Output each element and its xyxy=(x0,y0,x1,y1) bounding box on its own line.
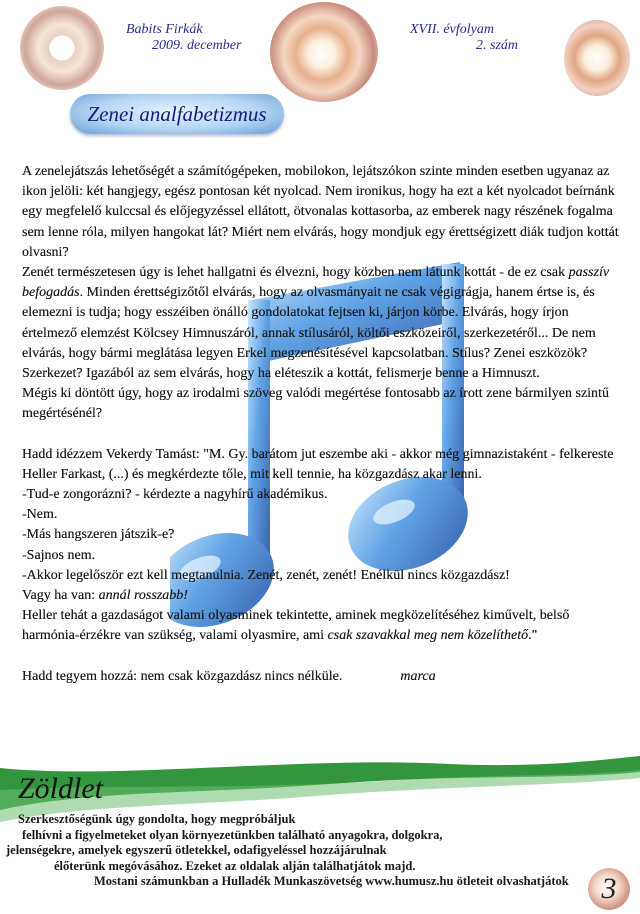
quote-line: -Akkor legelőször ezt kell megtanulnia. Zenét, zenét, zenét! Enélkül nincs közgazdász! xyxy=(22,567,510,583)
emphasis-passive: passzív befogadás xyxy=(22,265,610,301)
closing-line: Hadd tegyem hozzá: nem csak közgazdász nincs nélküle. marca xyxy=(22,667,622,687)
quote-intro: Hadd idézzem Vekerdy Tamást: "M. Gy. barátom jut eszembe aki - akkor még gimnazistaként - felkereste Heller Farkast, (...) és megkérdezte tőle, mit kell tennie, ha közgazdász akar lenni. xyxy=(22,446,614,482)
zoldlet-line: jelenségekre, amelyek egyszerű ötletekkel, odafigyeléssel hozzájárulnak xyxy=(6,843,387,858)
zoldlet-line: felhívni a figyelmeteket olyan környezetünkben található anyagokra, dolgokra, xyxy=(22,827,443,842)
paragraph-3: Mégis ki döntött úgy, hogy az irodalmi szöveg valódi megértése fontosabb az írott zene bármilyen szintű megértésénél? xyxy=(22,386,609,422)
issue-number: 2. szám xyxy=(476,38,519,53)
article-title-badge xyxy=(70,94,284,134)
decorative-circle-left-icon xyxy=(20,6,104,90)
volume-number: XVII. évfolyam xyxy=(410,22,494,37)
decorative-circle-right-icon xyxy=(564,20,630,96)
zoldlet-line: Szerkesztőségünk úgy gondolta, hogy megpróbáljuk xyxy=(18,812,296,826)
quote-conclusion: Heller tehát a gazdaságot valami olyasminek tekintette, aminek megközelítéséhez kiművelt, belső harmónia-érzékre van szükség, valami olyasmire, ami csak szavakkal meg nem közelíthető." xyxy=(22,608,570,644)
quote-line: Vagy ha van: annál rosszabb! xyxy=(22,588,188,604)
page-number: 3 xyxy=(601,872,617,905)
article-title: Zenei analfabetizmus xyxy=(87,101,267,126)
paragraph-1: A zenelejátszás lehetőségét a számítógépeken, mobilokon, lejátszókon szinte minden esetben ugyanaz az ikon jelöli: két hangjegy, egész pontosan két nyolcad. Nem ironikus, hogy ha ezt a két nyolcadot beírnánk egy megfelelő kulccsal és előjegyzéssel ellátott, ötvonalas kottasorba, az emberek nagy részének fogalma sem lenne róla, milyen hangokat lát? Miért nem elvárás, hogy mondjuk egy érettségizett diák tudjon kottát olvasni? xyxy=(22,164,619,260)
newspaper-name: Babits Firkák xyxy=(126,22,203,37)
header-left xyxy=(126,22,241,54)
author-signature: marca xyxy=(400,668,436,684)
quote-line: -Sajnos nem. xyxy=(22,547,96,563)
zoldlet-label: Zöldlet xyxy=(18,772,104,805)
quote-line: -Más hangszeren játszik-e? xyxy=(22,527,175,543)
issue-date: 2009. december xyxy=(152,38,242,53)
decorative-circle-center-icon xyxy=(270,2,378,102)
paragraph-2: Zenét természetesen úgy is lehet hallgatni és élvezni, hogy közben nem látunk kottát - de ez csak passzív befogadás. Minden érettségizőtől elvárás, hogy az olvasmányait ne csak végigrágja, hanem értse is, és elemezni is tudja; hogy esszéiben önálló gondolatokat fejtsen ki, járjon körbe. Elvárás, hogy írjon értelmező elemzést Kölcsey Himnuszáról, annak stílusáról, költői eszközeiről, szerkezetéről... De nem elvárás, hogy bármi meglátása legyen Erkel megzenésítésével kapcsolatban. Stílus? Zenei eszközök? Szerkezet? Igazából az sem elvárás, hogy ha eléteszik a kottát, felismerje benne a Himnuszt. xyxy=(22,265,610,382)
quote-line: -Tud-e zongorázni? - kérdezte a nagyhírű akadémikus. xyxy=(22,487,328,503)
quote-line: -Nem. xyxy=(22,507,58,523)
header-right xyxy=(410,22,518,54)
zoldlet-text xyxy=(0,812,600,890)
zoldlet-line: Mostani számunkban a Hulladék Munkaszövetség www.humusz.hu ötleteit olvashatjátok xyxy=(94,874,569,889)
article-body xyxy=(22,162,622,687)
page-number-badge xyxy=(588,868,630,910)
zoldlet-line: élőterünk megóvásához. Ezeket az oldalak alján találhatjátok majd. xyxy=(54,858,416,873)
